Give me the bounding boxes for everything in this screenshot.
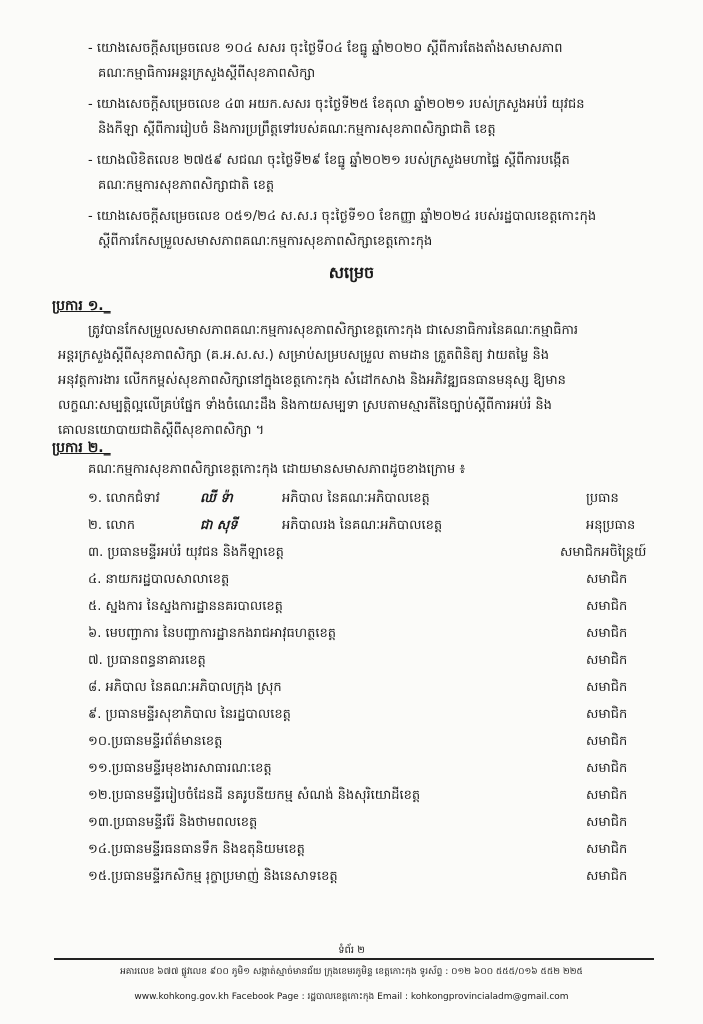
member-role: សមាជិក: [586, 788, 628, 803]
footer-divider: [54, 958, 654, 960]
member-role: សមាជិក: [586, 599, 628, 614]
member-row: [0, 621, 703, 648]
footer-address: អគារលេខ ៦៧៧ ផ្លូវលេខ ៩០០ ភូមិ១ សង្កាត់ស្មាច់មានជ័យ ក្រុងខេមរភូមិន្ទ ខេត្តកោះកុង ទូរស័ព្ទ : ០១២ ៦០០ ៥៥៥/០១៦ ៥៥២ ២២៥: [120, 967, 583, 977]
member-role: សមាជិក: [586, 761, 628, 776]
reference-line: ស្តីពីការកែសម្រួលសមាសភាពគណៈកម្មការសុខភាពសិក្សាខេត្តកោះកុង: [98, 234, 433, 249]
member-position: ១៥.ប្រធានមន្ទីរកសិកម្ម រុក្ខាប្រមាញ់ និងនេសាទខេត្ត: [88, 869, 338, 884]
member-role: សមាជិក: [586, 869, 628, 884]
member-title: អភិបាល នៃគណៈអភិបាលខេត្ត: [282, 491, 430, 506]
member-row: [0, 864, 703, 891]
member-row: [0, 837, 703, 864]
member-role: សមាជិក: [586, 842, 628, 857]
article-1-line: អន្តរក្រសួងស្តីពីសុខភាពសិក្សា (គ.អ.ស.ស.) សម្រាប់សម្របសម្រួល តាមដាន ត្រួតពិនិត្យ វាយតម្លៃ និង: [58, 348, 549, 363]
member-row: [0, 594, 703, 621]
member-name: ជា សុទី: [200, 518, 238, 533]
member-position: ២. លោក: [88, 518, 135, 533]
reference-item: [88, 204, 668, 254]
member-role: សមាជិក: [586, 572, 628, 587]
reference-line: គណៈកម្មការសុខភាពសិក្សាជាតិ ខេត្ត: [98, 178, 275, 193]
member-position: ៣. ប្រធានមន្ទីរអប់រំ យុវជន និងកីឡាខេត្ត: [88, 545, 284, 560]
reference-line: និងកីឡា ស្តីពីការរៀបចំ និងការប្រព្រឹត្តទៅរបស់គណៈកម្មការសុខភាពសិក្សាជាតិ ខេត្ត: [98, 122, 496, 137]
member-position: ១៤.ប្រធានមន្ទីរធនធានទឹក និងឧតុនិយមខេត្ត: [88, 842, 305, 857]
article-1-line: អនុវត្តការងារ លើកកម្ពស់សុខភាពសិក្សានៅក្នុងខេត្តកោះកុង សំដៅកសាង និងអភិវឌ្ឍធនធានមនុស្ស ឱ្យមាន: [58, 373, 566, 388]
member-row: [0, 648, 703, 675]
member-position: ១២.ប្រធានមន្ទីររៀបចំដែនដី នគរូបនីយកម្ម សំណង់ និងសុរិយោដីខេត្ត: [88, 788, 421, 803]
member-name: ឈី ទ៉ា: [200, 491, 233, 506]
member-role: សមាជិក: [586, 626, 628, 641]
member-position: ១. លោកជំទាវ: [88, 491, 160, 506]
member-row: [0, 729, 703, 756]
footer-contact: www.kohkong.gov.kh Facebook Page : រដ្ឋបាលខេត្តកោះកុង Email : kohkongprovincialadm@gmail.com: [134, 992, 569, 1002]
member-row: [0, 702, 703, 729]
decision-heading: សម្រេច: [328, 263, 375, 282]
member-position: ៩. ប្រធានមន្ទីរសុខាភិបាល នៃរដ្ឋបាលខេត្ត: [88, 707, 291, 722]
member-position: ១០.ប្រធានមន្ទីរព័ត៌មានខេត្ត: [88, 734, 223, 749]
reference-line: - យោងលិខិតលេខ ២៧៥៩ សជណ ចុះថ្ងៃទី២៩ ខែធ្នូ ឆ្នាំ២០២១ របស់ក្រសួងមហាផ្ទៃ ស្តីពីការបង្កើត: [88, 153, 570, 168]
member-position: ៧. ប្រធានពន្ធនាគារខេត្ត: [88, 653, 206, 668]
page-number: ទំព័រ ២: [338, 945, 365, 956]
member-row: [0, 756, 703, 783]
member-role: អនុប្រធាន: [586, 518, 636, 533]
reference-line: - យោងសេចក្តីសម្រេចលេខ ០៥១/២៤ ស.ស.រ ចុះថ្ងៃទី១០ ខែកញ្ញា ឆ្នាំ២០២៤ របស់រដ្ឋបាលខេត្តកោះកុង: [88, 209, 597, 224]
member-position: ១៣.ប្រធានមន្ទីររ៉ែ និងថាមពលខេត្ត: [88, 815, 258, 830]
member-row: [0, 513, 703, 540]
member-role: សមាជិកអចិន្ត្រៃយ៍: [560, 545, 647, 560]
member-position: ៤. នាយករដ្ឋបាលសាលាខេត្ត: [88, 572, 230, 587]
article-1-line: គោលនយោបាយជាតិស្តីពីសុខភាពសិក្សា ។: [58, 423, 265, 438]
article-1-label: ប្រការ ១._: [52, 298, 111, 314]
member-row: [0, 486, 703, 513]
reference-line: - យោងសេចក្តីសម្រេចលេខ ៤៣ អយក.សសរ ចុះថ្ងៃទី២៥ ខែតុលា ឆ្នាំ២០២១ របស់ក្រសួងអប់រំ យុវជន: [88, 97, 585, 112]
member-row: [0, 810, 703, 837]
article-2-label: ប្រការ ២._: [52, 440, 111, 456]
member-position: ១១.ប្រធានមន្ទីរមុខងារសាធារណៈខេត្ត: [88, 761, 272, 776]
member-position: ៦. មេបញ្ជាការ នៃបញ្ជាការដ្ឋានកងរាជអាវុធហត្ថខេត្ត: [88, 626, 337, 641]
reference-line: - យោងសេចក្តីសម្រេចលេខ ១០៤ សសរ ចុះថ្ងៃទី០៤ ខែធ្នូ ឆ្នាំ២០២០ ស្តីពីការតែងតាំងសមាសភាព: [88, 41, 563, 56]
member-role: សមាជិក: [586, 815, 628, 830]
member-role: សមាជិក: [586, 707, 628, 722]
member-role: ប្រធាន: [586, 491, 619, 506]
member-position: ៥. ស្នងការ នៃស្នងការដ្ឋាននគរបាលខេត្ត: [88, 599, 283, 614]
reference-line: គណៈកម្មាធិការអន្តរក្រសួងស្តីពីសុខភាពសិក្សា: [98, 66, 316, 81]
member-list: [0, 486, 703, 891]
member-title: អភិបាលរង នៃគណៈអភិបាលខេត្ត: [282, 518, 443, 533]
member-role: សមាជិក: [586, 653, 628, 668]
reference-item: [88, 92, 668, 142]
member-role: សមាជិក: [586, 734, 628, 749]
article-1-line: លក្ខណៈសម្បត្តិល្អលើគ្រប់ផ្នែក ទាំងចំណេះដឹង និងកាយសម្បទា ស្របតាមស្មារតីនៃច្បាប់ស្តីពីការអប់រំ និង: [58, 398, 552, 413]
member-role: សមាជិក: [586, 680, 628, 695]
article-1-line: ត្រូវបានកែសម្រួលសមាសភាពគណៈកម្មការសុខភាពសិក្សាខេត្តកោះកុង ជាសេនាធិការនៃគណៈកម្មាធិការ: [88, 323, 579, 338]
member-position: ៨. អភិបាល នៃគណៈអភិបាលក្រុង ស្រុក: [88, 680, 282, 695]
article-2-intro: គណៈកម្មការសុខភាពសិក្សាខេត្តកោះកុង ដោយមានសមាសភាពដូចខាងក្រោម ៖: [88, 462, 466, 477]
member-row: [0, 567, 703, 594]
reference-item: [88, 36, 668, 86]
member-row: [0, 675, 703, 702]
reference-item: [88, 148, 668, 198]
member-row: [0, 540, 703, 567]
member-row: [0, 783, 703, 810]
article-1-body: [58, 318, 668, 443]
